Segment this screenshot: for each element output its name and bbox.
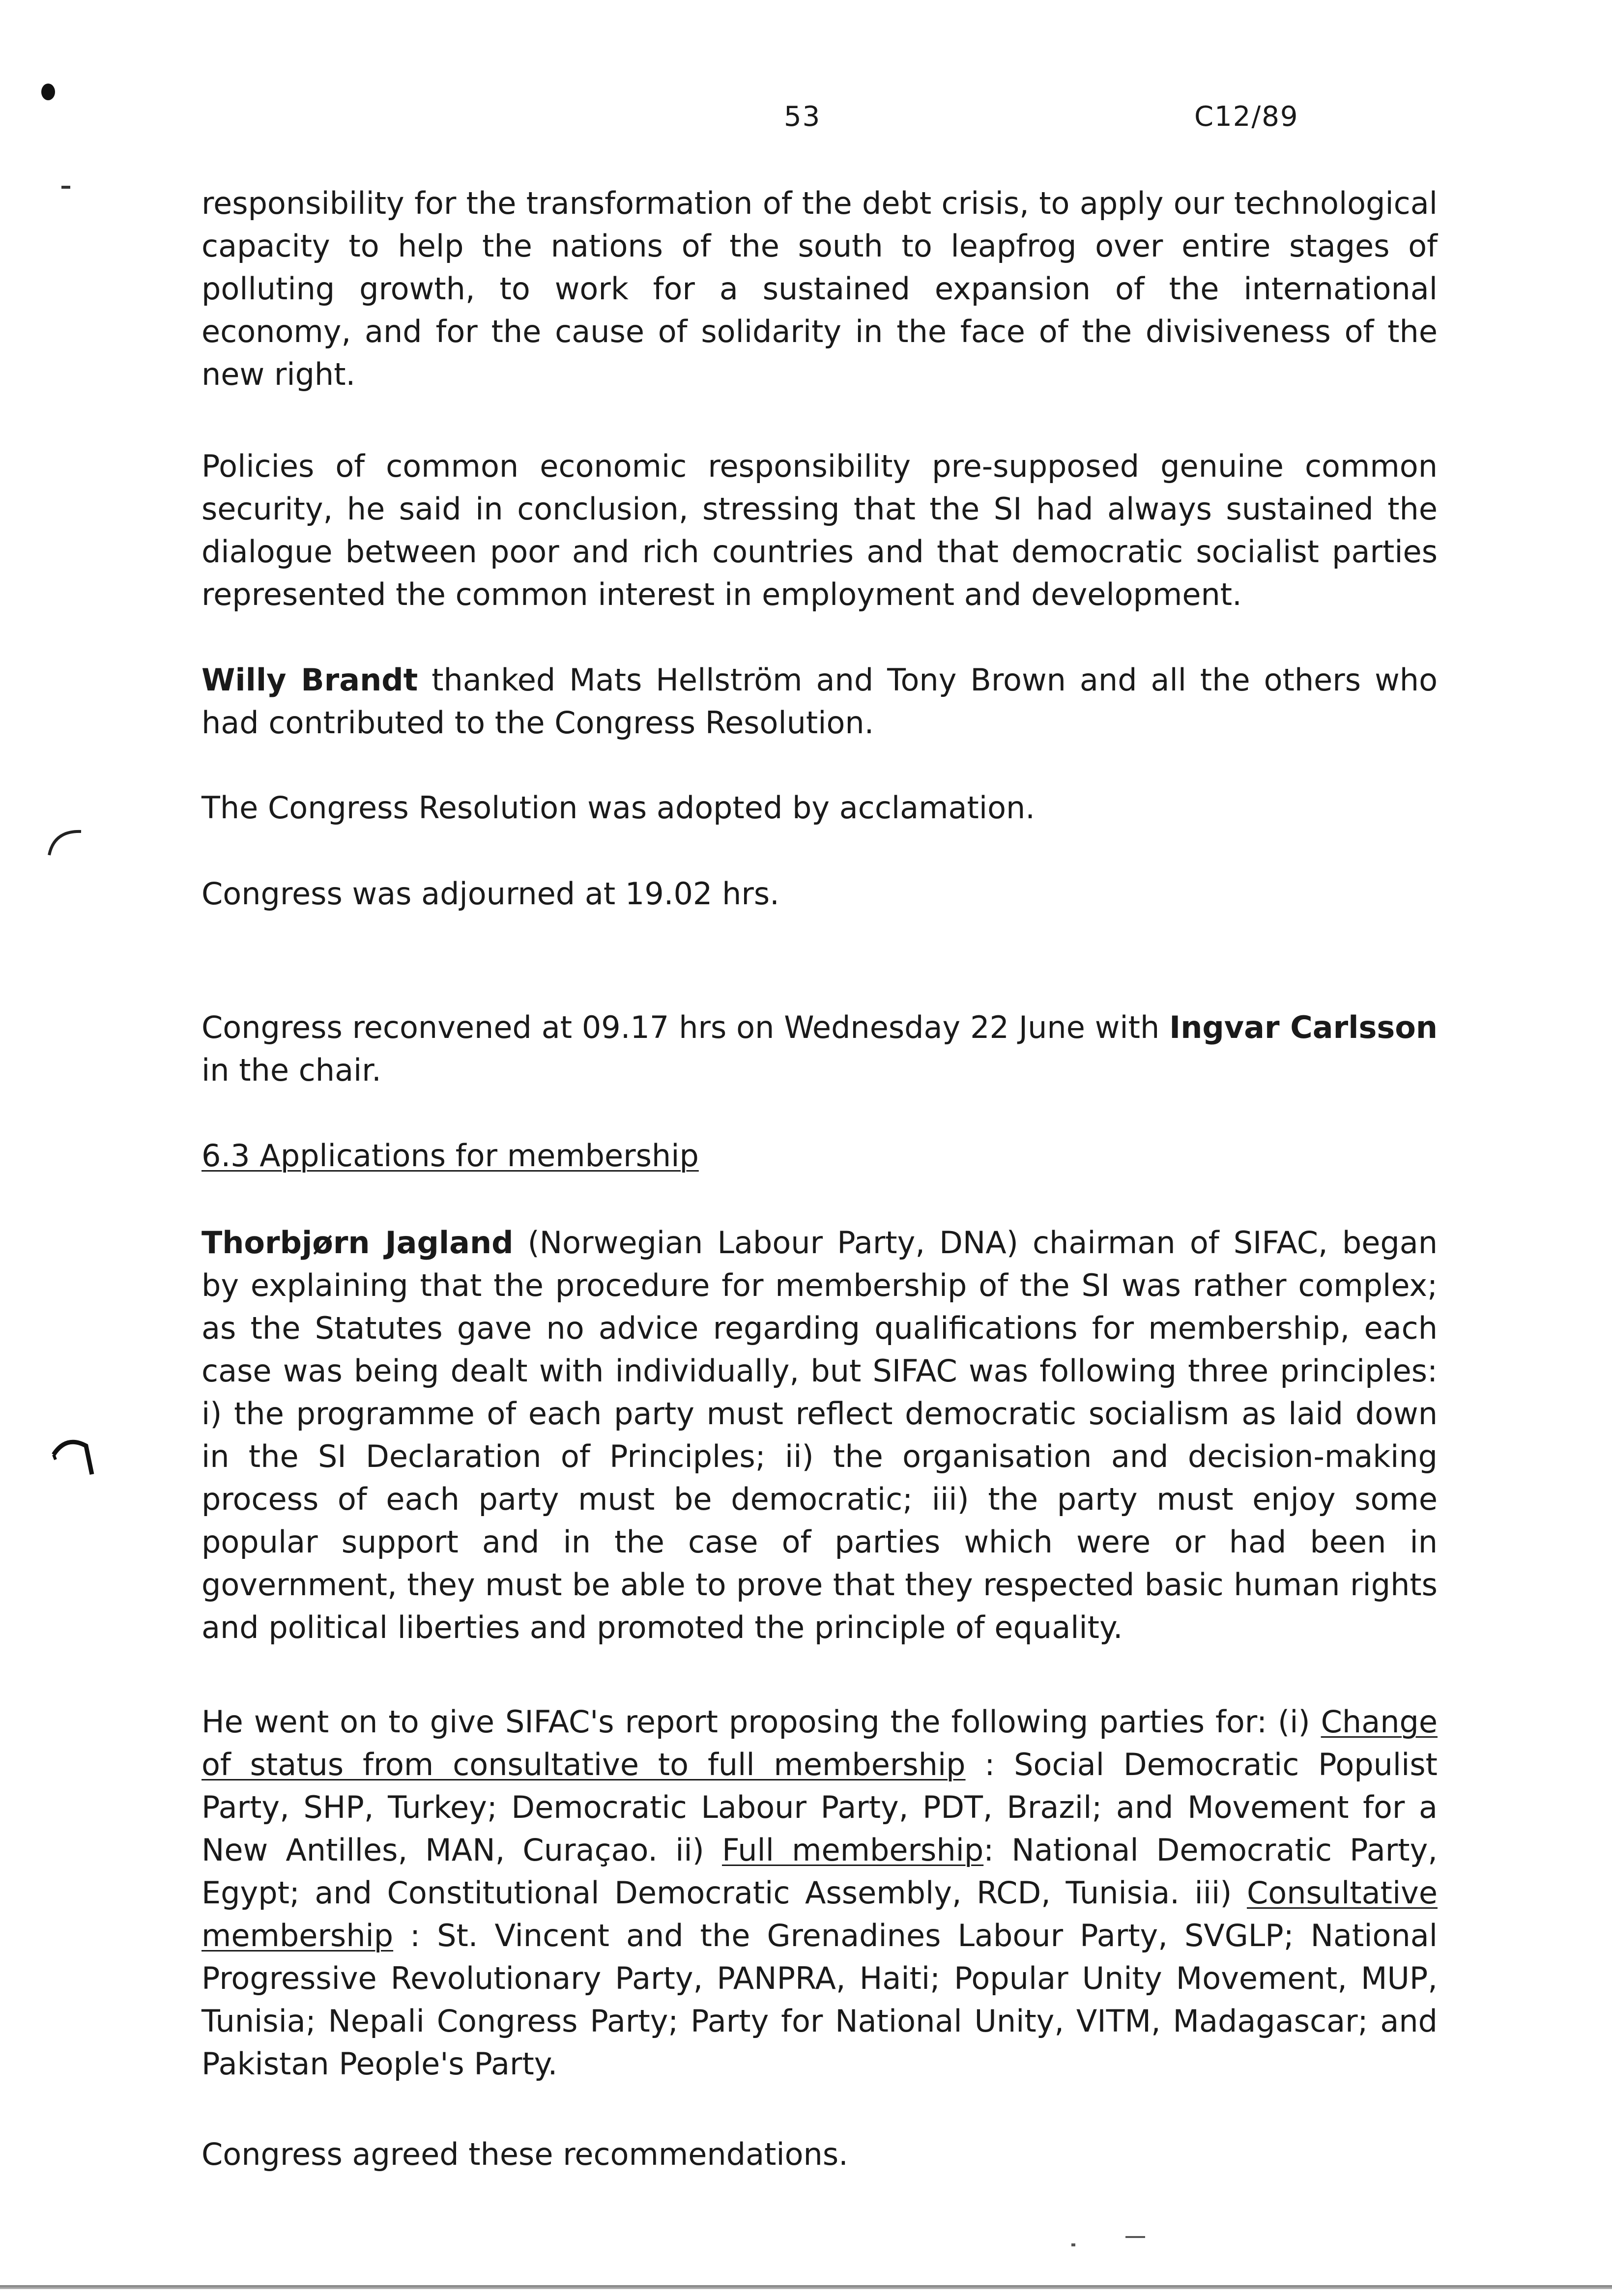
page-bottom-edge: [0, 2285, 1612, 2289]
scan-arc-mark-lower: [47, 1435, 101, 1484]
scan-speck: [1071, 2243, 1075, 2246]
page-header: [0, 101, 1612, 140]
paragraph-brandt-thanks: [202, 659, 1438, 744]
category-label-full-membership: Full membership: [721, 1832, 984, 1868]
paragraph-adjourned: Congress was adjourned at 19.02 hrs.: [202, 876, 779, 912]
paragraph-recommendations-agreed: Congress agreed these recommendations.: [202, 2136, 848, 2172]
scan-dash-mark: [61, 186, 70, 189]
paragraph-resolution-adopted: The Congress Resolution was adopted by acclamation.: [202, 790, 1036, 826]
paragraph-text: (Norwegian Labour Party, DNA) chairman of SIFAC, began by explaining that the procedure for membership of the SI was rather complex; as the Statutes gave no advice regarding qualifications for membership, each case was being dealt with individually, but SIFAC was following three principles: i) the programme of each party must reflect democratic socialism as laid down in the SI Declaration of Principles; ii) the organisation and decision-making process of each party must be democratic; iii) the party must enjoy some popular support and in the case of parties which were or had been in government, they must be able to prove that they respected basic human rights and political liberties and promoted the principle of equality.: [202, 1225, 1438, 1645]
paragraph-text: thanked Mats Hellström and Tony Brown and all the others who had contributed to the Congress Resolution.: [202, 662, 1438, 741]
paragraph-reconvened: [202, 1006, 1438, 1091]
chair-name: Ingvar Carlsson: [1169, 1009, 1438, 1045]
speaker-name: Willy Brandt: [202, 662, 418, 698]
scan-dot-mark: [41, 84, 55, 100]
category-label-consultative-membership: Consultative membership: [202, 1875, 1438, 1953]
section-heading-text: 6.3 Applications for membership: [202, 1138, 699, 1174]
paragraph-debt-crisis: responsibility for the transformation of the debt crisis, to apply our technological capacity to help the nations of the south to leapfrog over entire stages of polluting growth, to work for a sustained expansion of the international economy, and for the cause of solidarity in the face of the divisiveness of the new right.: [202, 185, 1438, 392]
paragraph-text: He went on to give SIFAC's report proposing the following parties for: (i): [202, 1704, 1321, 1740]
paragraph-sifac-report: [202, 1700, 1438, 2085]
speaker-name: Thorbjørn Jagland: [202, 1225, 514, 1261]
document-reference: C12/89: [1194, 101, 1299, 133]
paragraph-text: Congress reconvened at 09.17 hrs on Wednesday 22 June with: [202, 1009, 1170, 1045]
scan-speck: [1125, 2236, 1145, 2238]
section-heading: [202, 1134, 1438, 1177]
paragraph-text: : Social Democratic Populist Party, SHP, Turkey; Democratic Labour Party, PDT, Brazil; and Movement for a New Antilles, MAN, Curaçao. ii): [202, 1747, 1438, 1868]
category-label-status-change: Change of status from consultative to full membership: [202, 1704, 1438, 1782]
paragraph-text: : National Democratic Party, Egypt; and Constitutional Democratic Assembly, RCD, Tunisia. iii): [202, 1832, 1438, 1911]
paragraph-text: in the chair.: [202, 1052, 381, 1088]
page-number: 53: [784, 101, 821, 133]
paragraph-text: : St. Vincent and the Grenadines Labour Party, SVGLP; National Progressive Revolutionary Party, PANPRA, Haiti; Popular Unity Movement, MUP, Tunisia; Nepali Congress Party; Party for National Unity, VITM, Madagascar; and Pakistan People's Party.: [202, 1918, 1438, 2082]
paragraph-common-security: Policies of common economic responsibility pre-supposed genuine common security, he said in conclusion, stressing that the SI had always sustained the dialogue between poor and rich countries and that democratic socialist parties represented the common interest in employment and development.: [202, 448, 1438, 612]
scan-arc-mark-upper: [44, 826, 88, 860]
paragraph-jagland-procedure: [202, 1221, 1438, 1649]
